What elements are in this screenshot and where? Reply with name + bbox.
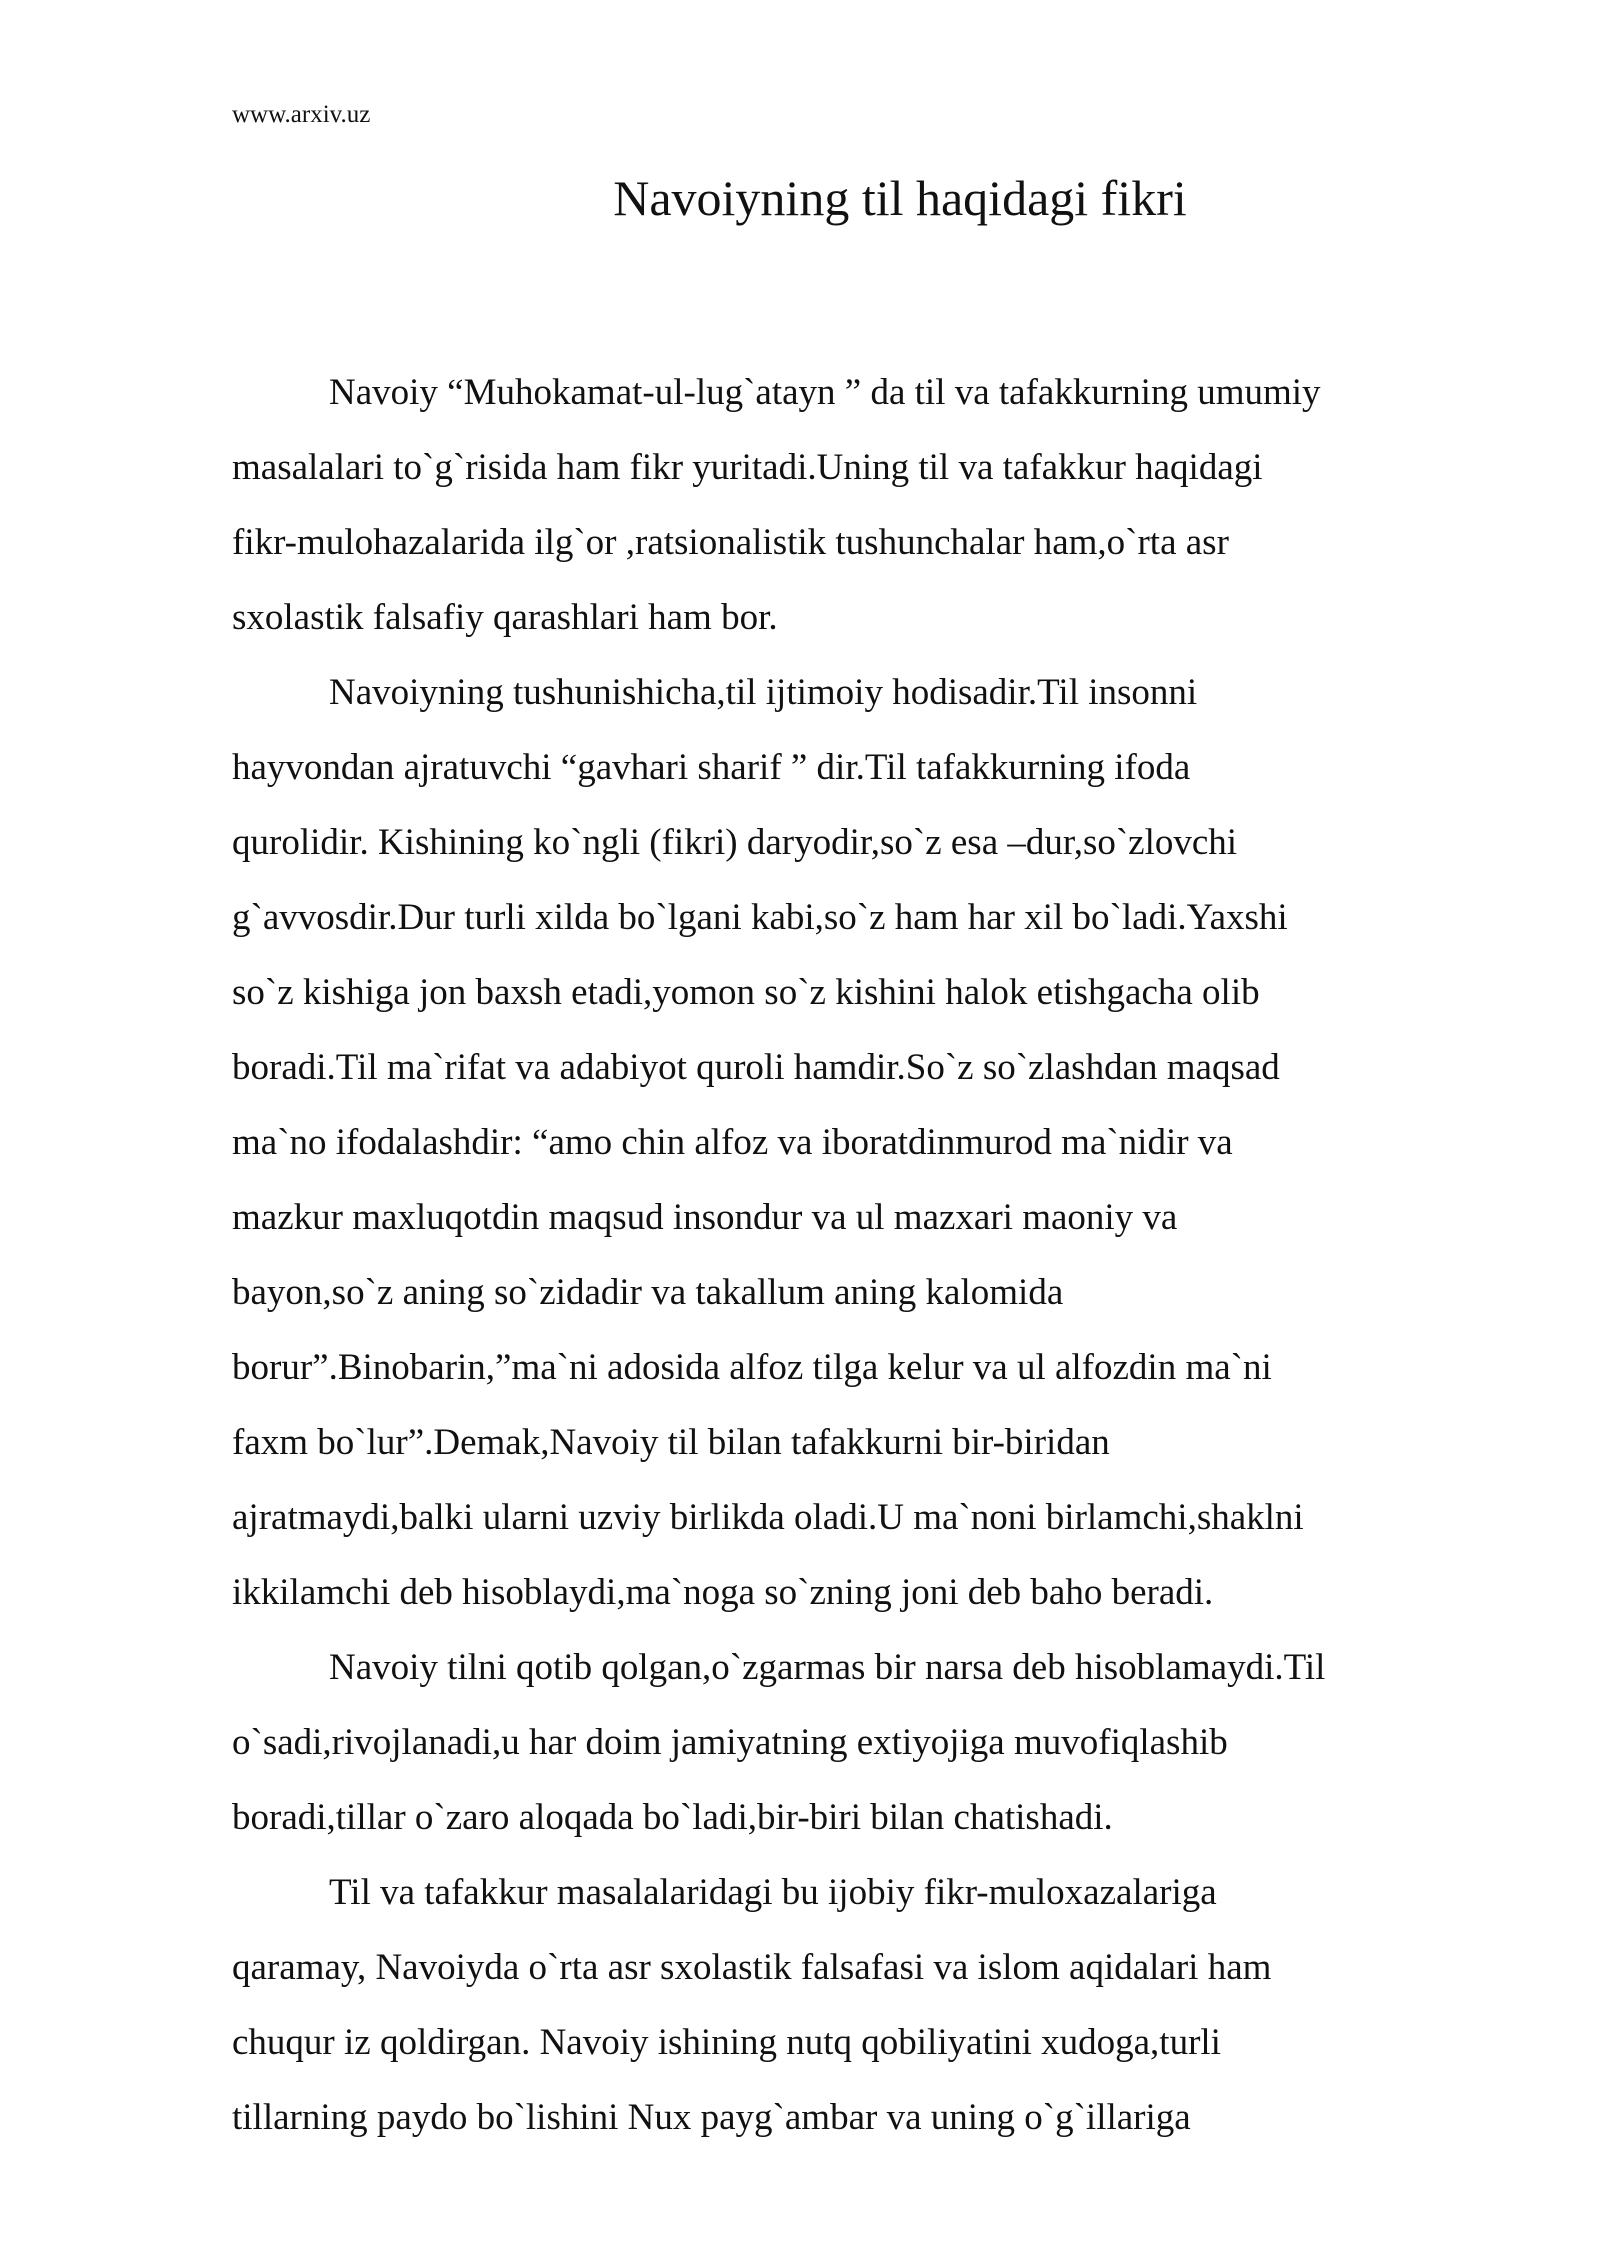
text-line: ma`no ifodalashdir: “amo chin alfoz va iboratdinmurod ma`nidir va [232,1122,1233,1163]
text-line: Navoiyning tushunishicha,til ijtimoiy hodisadir.Til insonni [329,672,1198,713]
text-line: tillarning paydo bo`lishini Nux payg`ambar va uning o`g`illariga [232,2097,1191,2138]
text-line: g`avvosdir.Dur turli xilda bo`lgani kabi,so`z ham har xil bo`ladi.Yaxshi [232,897,1288,938]
text-line: faxm bo`lur”.Demak,Navoiy til bilan tafakkurni bir-biridan [232,1422,1110,1463]
text-line: mazkur maxluqotdin maqsud insondur va ul mazxari maoniy va [232,1197,1178,1238]
text-line: qaramay, Navoiyda o`rta asr sxolastik falsafasi va islom aqidalari ham [232,1947,1272,1988]
text-line: bayon,so`z aning so`zidadir va takallum aning kalomida [232,1272,1064,1313]
text-line: Navoiy “Muhokamat-ul-lug`atayn ” da til va tafakkurning umumiy [329,372,1321,413]
text-line: Navoiy tilni qotib qolgan,o`zgarmas bir narsa deb hisoblamaydi.Til [329,1647,1326,1688]
text-line: ikkilamchi deb hisoblaydi,ma`noga so`zning joni deb baho beradi. [232,1572,1214,1613]
site-url: www.arxiv.uz [232,101,371,128]
text-line: hayvondan ajratuvchi “gavhari sharif ” dir.Til tafakkurning ifoda [232,747,1191,788]
text-line: ajratmaydi,balki ularni uzviy birlikda oladi.U ma`noni birlamchi,shaklni [232,1497,1304,1538]
page-title: Navoiyning til haqidagi fikri [613,170,1187,226]
text-line: boradi,tillar o`zaro aloqada bo`ladi,bir-biri bilan chatishadi. [232,1797,1113,1838]
text-line: Til va tafakkur masalalaridagi bu ijobiy fikr-muloxazalariga [329,1872,1217,1913]
paragraph-4 [232,1855,1532,2155]
text-line: chuqur iz qoldirgan. Navoiy ishining nutq qobiliyatini xudoga,turli [232,2022,1221,2063]
text-line: masalalari to`g`risida ham fikr yuritadi.Uning til va tafakkur haqidagi [232,447,1263,488]
text-line: so`z kishiga jon baxsh etadi,yomon so`z kishini halok etishgacha olib [232,972,1260,1013]
text-line: fikr-mulohazalarida ilg`or ,ratsionalistik tushunchalar ham,o`rta asr [232,522,1229,563]
text-line: borur”.Binobarin,”ma`ni adosida alfoz tilga kelur va ul alfozdin ma`ni [232,1347,1272,1388]
paragraph-2 [232,655,1532,1630]
paragraph-1 [232,355,1532,655]
text-line: qurolidir. Kishining ko`ngli (fikri) daryodir,so`z esa –dur,so`zlovchi [232,822,1238,863]
paragraph-3 [232,1630,1532,1855]
text-line: o`sadi,rivojlanadi,u har doim jamiyatning extiyojiga muvofiqlashib [232,1722,1228,1763]
text-line: sxolastik falsafiy qarashlari ham bor. [232,597,778,638]
document-body [232,355,1532,2155]
text-line: boradi.Til ma`rifat va adabiyot quroli hamdir.So`z so`zlashdan maqsad [232,1047,1280,1088]
